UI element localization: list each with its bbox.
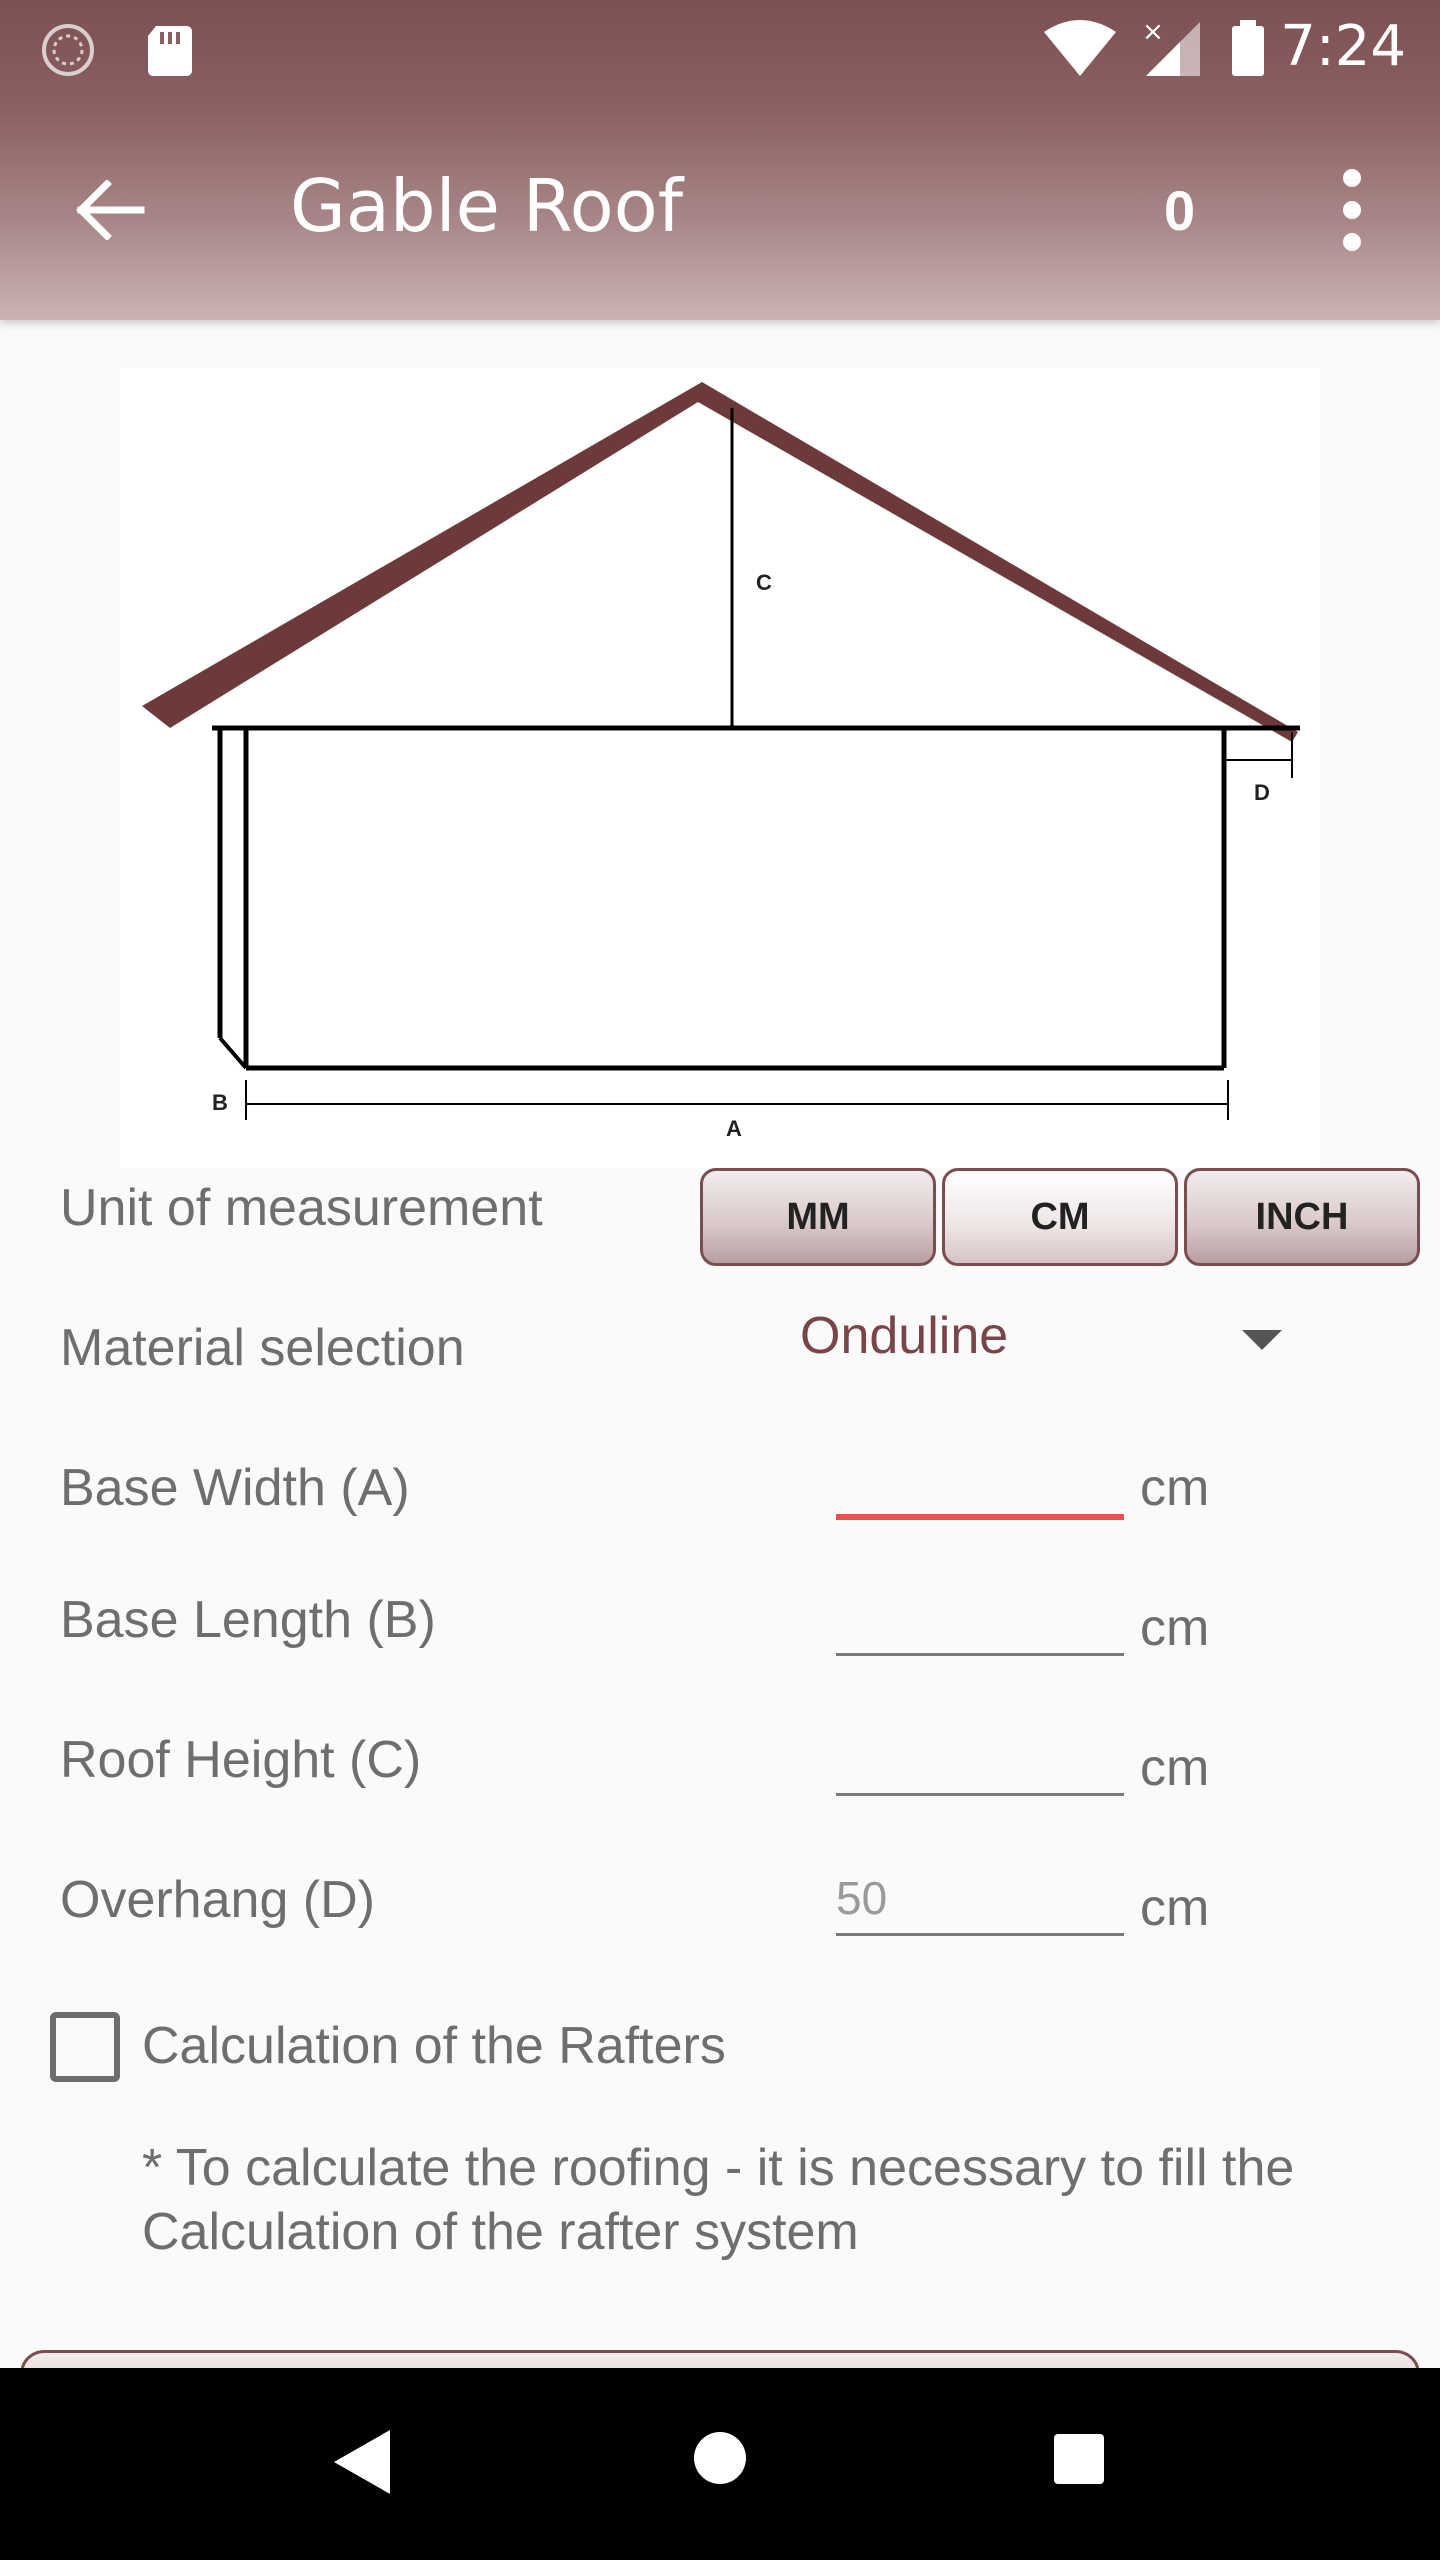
material-dropdown[interactable] <box>800 1300 1300 1380</box>
nav-back-icon[interactable] <box>330 2426 394 2498</box>
dropdown-arrow-icon <box>1242 1330 1282 1350</box>
battery-icon <box>1228 18 1268 78</box>
svg-text:×: × <box>1142 18 1164 47</box>
unit-cm-button[interactable]: CM <box>942 1168 1178 1266</box>
page-title: Gable Roof <box>290 164 684 248</box>
back-button[interactable] <box>60 160 160 260</box>
counter-badge[interactable]: 0 <box>1164 179 1196 242</box>
roof-height-label: Roof Height (C) <box>60 1731 422 1789</box>
roof-height-input[interactable] <box>836 1716 1124 1796</box>
status-bar <box>0 0 1440 100</box>
wifi-icon <box>1042 18 1118 78</box>
app-bar <box>0 100 1440 320</box>
sync-icon <box>40 22 96 78</box>
nav-home-icon[interactable] <box>694 2432 746 2484</box>
unit-label: Unit of measurement <box>60 1179 543 1237</box>
sd-card-icon <box>142 22 198 78</box>
overhang-input[interactable]: 50 <box>836 1856 1124 1936</box>
base-length-unit: cm <box>1140 1599 1210 1657</box>
navigation-bar <box>0 2368 1440 2560</box>
roof-diagram-svg <box>120 368 1320 1168</box>
base-length-label: Base Length (B) <box>60 1591 436 1649</box>
nav-recent-apps-icon[interactable] <box>1054 2434 1104 2484</box>
more-vertical-icon-dot <box>1343 233 1361 251</box>
more-vertical-icon-dot <box>1343 201 1361 219</box>
unit-inch-button[interactable]: INCH <box>1184 1168 1420 1266</box>
arrow-left-icon <box>75 180 145 240</box>
base-length-input[interactable] <box>836 1576 1124 1656</box>
label-c: C <box>756 570 772 595</box>
label-d: D <box>1254 780 1270 805</box>
rafters-checkbox[interactable] <box>50 2012 120 2082</box>
rafters-note: * To calculate the roofing - it is necessary to fill the Calculation of the rafter system <box>142 2139 1295 2261</box>
signal-icon <box>1140 18 1202 78</box>
material-label: Material selection <box>60 1319 465 1377</box>
unit-mm-button[interactable]: MM <box>700 1168 936 1266</box>
label-b: B <box>212 1090 228 1115</box>
material-value: Onduline <box>800 1307 1009 1365</box>
unit-toggle-group <box>700 1168 1420 1266</box>
base-width-label: Base Width (A) <box>60 1459 410 1517</box>
rafters-checkbox-label[interactable]: Calculation of the Rafters <box>142 2017 726 2075</box>
top-bar <box>0 0 1440 320</box>
label-a: A <box>726 1116 742 1141</box>
base-width-input[interactable] <box>836 1440 1124 1520</box>
overhang-label: Overhang (D) <box>60 1871 375 1929</box>
more-options-button[interactable] <box>1320 162 1384 258</box>
status-time: 7:24 <box>1280 14 1406 79</box>
overhang-unit: cm <box>1140 1879 1210 1937</box>
gable-roof-diagram <box>120 368 1320 1168</box>
base-width-unit: cm <box>1140 1459 1210 1517</box>
roof-height-unit: cm <box>1140 1739 1210 1797</box>
more-vertical-icon <box>1343 169 1361 187</box>
